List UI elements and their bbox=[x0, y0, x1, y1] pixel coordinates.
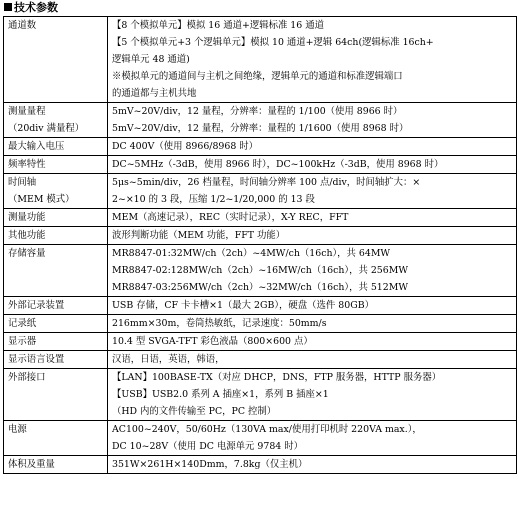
spec-value-text: （HD 内的文件传输至 PC，PC 控制） bbox=[112, 406, 277, 417]
spec-row bbox=[4, 456, 517, 474]
spec-value-text: 5μs~5min/div，26 档量程，时间轴分辨率 100 点/div，时间轴扩大：× bbox=[112, 177, 421, 188]
spec-label-text: 通道数 bbox=[8, 20, 37, 31]
spec-value-cell bbox=[108, 138, 517, 156]
spec-value-text: 【5 个模拟单元+3 个逻辑单元】模拟 10 通道+逻辑 64ch(逻辑标准 16ch+ bbox=[112, 37, 434, 48]
spec-label-cell bbox=[4, 456, 108, 474]
section-title bbox=[4, 1, 58, 15]
section-title-text: 技术参数 bbox=[14, 1, 58, 14]
spec-label-cell bbox=[4, 297, 108, 315]
spec-value-cell bbox=[108, 227, 517, 245]
spec-row bbox=[4, 421, 517, 456]
spec-value-cell bbox=[108, 297, 517, 315]
spec-row bbox=[4, 333, 517, 351]
spec-row bbox=[4, 138, 517, 156]
spec-row bbox=[4, 245, 517, 297]
spec-value-text: 【USB】USB2.0 系列 A 插座×1，系列 B 插座×1 bbox=[112, 389, 329, 400]
spec-label-text: 显示语言设置 bbox=[8, 354, 65, 365]
spec-label-text: （MEM 模式） bbox=[8, 194, 75, 205]
spec-label-text: 显示器 bbox=[8, 336, 37, 347]
spec-label-text: 外部记录装置 bbox=[8, 300, 65, 311]
spec-value-cell bbox=[108, 456, 517, 474]
spec-value-cell bbox=[108, 103, 517, 138]
spec-row bbox=[4, 174, 517, 209]
spec-label-cell bbox=[4, 421, 108, 456]
spec-value-cell bbox=[108, 174, 517, 209]
spec-row bbox=[4, 315, 517, 333]
spec-value-text: 【8 个模拟单元】模拟 16 通道+逻辑标准 16 通道 bbox=[112, 20, 324, 31]
spec-value-text: DC~5MHz（-3dB，使用 8966 时），DC~100kHz（-3dB，使用 8968 时） bbox=[112, 159, 444, 170]
spec-label-cell bbox=[4, 315, 108, 333]
spec-value-cell bbox=[108, 351, 517, 369]
spec-label-text: 电源 bbox=[8, 424, 27, 435]
spec-value-cell bbox=[108, 333, 517, 351]
spec-label-cell bbox=[4, 209, 108, 227]
spec-table-body bbox=[4, 17, 517, 474]
spec-label-cell bbox=[4, 227, 108, 245]
spec-label-cell bbox=[4, 245, 108, 297]
spec-value-cell bbox=[108, 315, 517, 333]
spec-value-text: MR8847-03:256MW/ch（2ch）~32MW/ch（16ch），共 512MW bbox=[112, 282, 408, 293]
spec-value-text: 【LAN】100BASE-TX（对应 DHCP，DNS，FTP 服务器，HTTP 服务器） bbox=[112, 372, 442, 383]
spec-row bbox=[4, 17, 517, 103]
spec-value-cell bbox=[108, 245, 517, 297]
spec-row bbox=[4, 103, 517, 138]
spec-row bbox=[4, 156, 517, 174]
spec-label-text: 外部接口 bbox=[8, 372, 46, 383]
spec-value-text: DC 10~28V（使用 DC 电源单元 9784 时） bbox=[112, 441, 303, 452]
spec-value-cell bbox=[108, 369, 517, 421]
spec-value-text: 逻辑单元 48 通道) bbox=[112, 54, 190, 65]
spec-label-text: 记录纸 bbox=[8, 318, 37, 329]
spec-value-text: DC 400V（使用 8966/8968 时） bbox=[112, 141, 259, 152]
spec-row bbox=[4, 209, 517, 227]
spec-value-cell bbox=[108, 17, 517, 103]
spec-label-text: 测量功能 bbox=[8, 212, 46, 223]
spec-row bbox=[4, 369, 517, 421]
spec-label-text: 时间轴 bbox=[8, 177, 37, 188]
spec-label-cell bbox=[4, 156, 108, 174]
spec-value-text: MR8847-02:128MW/ch（2ch）~16MW/ch（16ch），共 256MW bbox=[112, 265, 408, 276]
spec-value-text: 汉语，日语，英语，韩语， bbox=[112, 354, 225, 365]
spec-value-text: USB 存储，CF 卡卡槽×1（最大 2GB），硬盘（选件 80GB） bbox=[112, 300, 374, 311]
spec-value-text: 5mV~20V/div，12 量程，分辨率：量程的 1/1600（使用 8968 时） bbox=[112, 123, 409, 134]
spec-label-text: 最大输入电压 bbox=[8, 141, 65, 152]
spec-value-text: MR8847-01:32MW/ch（2ch）~4MW/ch（16ch），共 64MW bbox=[112, 248, 391, 259]
spec-value-cell bbox=[108, 421, 517, 456]
spec-value-text: AC100~240V，50/60Hz（130VA max/使用打印机时 220VA max.）， bbox=[112, 424, 422, 435]
spec-label-text: 其他功能 bbox=[8, 230, 46, 241]
spec-value-cell bbox=[108, 209, 517, 227]
spec-row bbox=[4, 351, 517, 369]
spec-label-text: 频率特性 bbox=[8, 159, 46, 170]
spec-row bbox=[4, 227, 517, 245]
spec-label-cell bbox=[4, 103, 108, 138]
spec-label-text: 测量量程 bbox=[8, 106, 46, 117]
spec-label-cell bbox=[4, 369, 108, 421]
spec-value-text: 波形判断功能（MEM 功能，FFT 功能） bbox=[112, 230, 286, 241]
spec-value-cell bbox=[108, 156, 517, 174]
spec-value-text: 216mm×30m，卷筒热敏纸，记录速度：50mm/s bbox=[112, 318, 327, 329]
spec-value-text: 的通道都与主机共地 bbox=[112, 88, 197, 99]
spec-value-text: 2~×10 的 3 段，压缩 1/2~1/20,000 的 13 段 bbox=[112, 194, 315, 205]
spec-row bbox=[4, 297, 517, 315]
spec-label-cell bbox=[4, 174, 108, 209]
spec-label-cell bbox=[4, 138, 108, 156]
black-square-bullet-icon bbox=[4, 3, 12, 11]
spec-value-text: 5mV~20V/div，12 量程，分辨率：量程的 1/100（使用 8966 时） bbox=[112, 106, 403, 117]
spec-label-text: （20div 满量程） bbox=[8, 123, 85, 134]
spec-value-text: 351W×261H×140Dmm，7.8kg（仅主机） bbox=[112, 459, 308, 470]
spec-label-text: 存储容量 bbox=[8, 248, 46, 259]
spec-label-cell bbox=[4, 333, 108, 351]
spec-label-cell bbox=[4, 17, 108, 103]
spec-value-text: 10.4 型 SVGA-TFT 彩色液晶（800×600 点） bbox=[112, 336, 313, 347]
spec-table bbox=[3, 16, 517, 474]
spec-value-text: ※模拟单元的通道间与主机之间绝缘，逻辑单元的通道和标准逻辑端口 bbox=[112, 71, 403, 82]
spec-label-text: 体积及重量 bbox=[8, 459, 55, 470]
spec-label-cell bbox=[4, 351, 108, 369]
spec-value-text: MEM（高速记录），REC（实时记录），X-Y REC，FFT bbox=[112, 212, 349, 223]
